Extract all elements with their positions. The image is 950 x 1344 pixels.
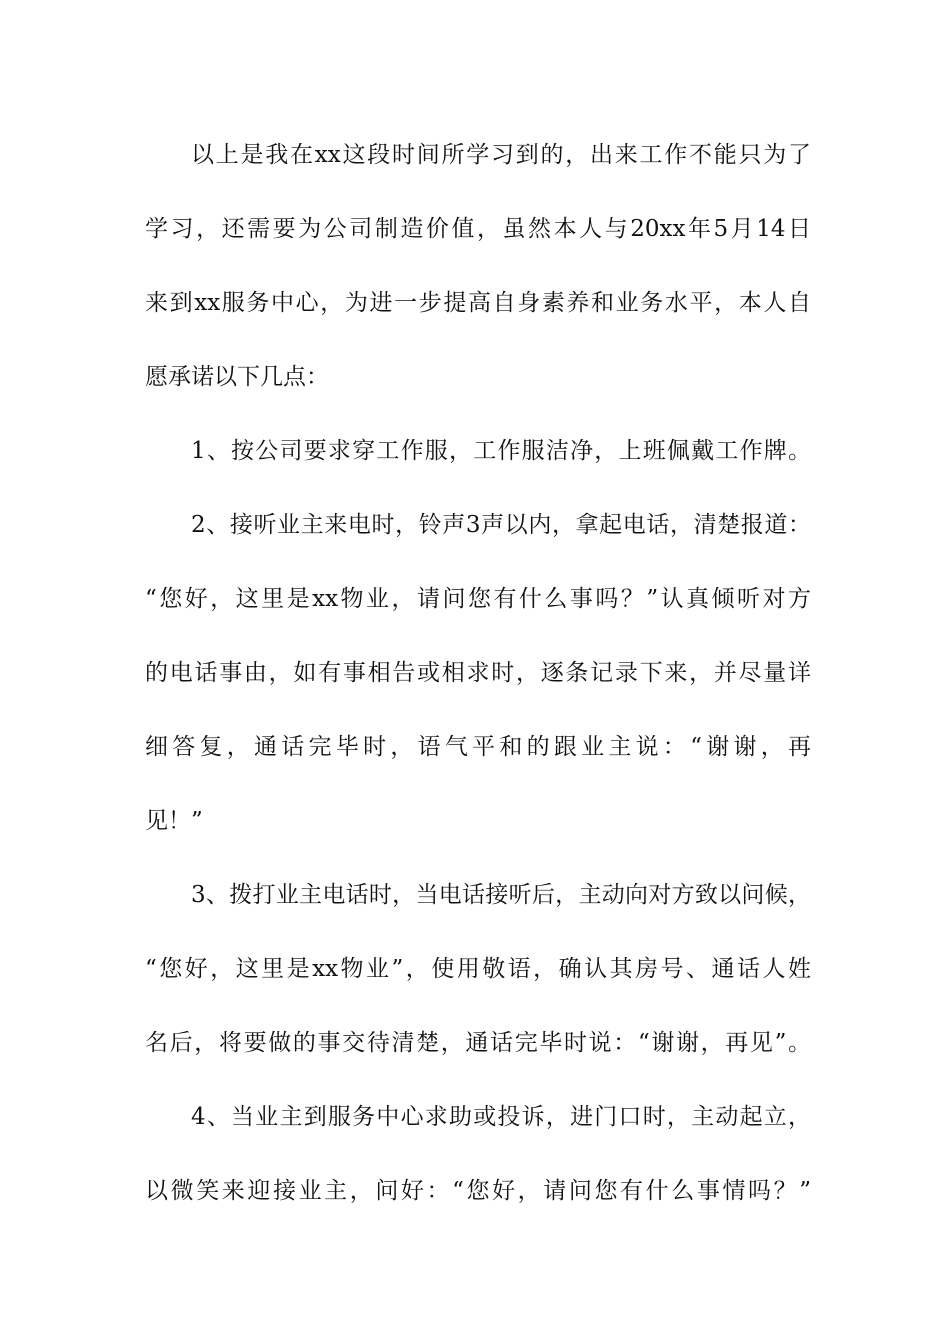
text-line-10: 见！” [145, 808, 203, 834]
document-body [145, 118, 811, 1228]
text-line-3: 来到xx服务中心，为进一步提高自身素养和业务水平，本人自 [145, 290, 811, 316]
text-line-12: “您好，这里是xx物业”，使用敬语，确认其房号、通话人姓 [145, 956, 811, 982]
text-line-2: 学习，还需要为公司制造价值，虽然本人与20xx年5月14日 [145, 216, 811, 242]
text-line-8: 的电话事由，如有事相告或相求时，逐条记录下来，并尽量详 [145, 660, 811, 686]
text-line-4: 愿承诺以下几点： [145, 364, 329, 390]
text-line-9: 细答复，通话完毕时，语气平和的跟业主说：“谢谢，再 [145, 734, 811, 760]
text-line-6: 2、接听业主来电时，铃声3声以内，拿起电话，清楚报道： [191, 512, 811, 538]
text-line-15: 以微笑来迎接业主，问好：“您好，请问您有什么事情吗？” [145, 1178, 811, 1204]
text-line-1: 以上是我在xx这段时间所学习到的，出来工作不能只为了 [191, 142, 811, 168]
text-line-11: 3、拨打业主电话时，当电话接听后，主动向对方致以问候， [191, 882, 811, 908]
text-line-13: 名后，将要做的事交待清楚，通话完毕时说：“谢谢，再见”。 [145, 1030, 811, 1056]
text-line-7: “您好，这里是xx物业，请问您有什么事吗？”认真倾听对方 [145, 586, 811, 612]
text-line-14: 4、当业主到服务中心求助或投诉，进门口时，主动起立， [191, 1104, 811, 1130]
text-line-5: 1、按公司要求穿工作服，工作服洁净，上班佩戴工作牌。 [191, 438, 811, 464]
